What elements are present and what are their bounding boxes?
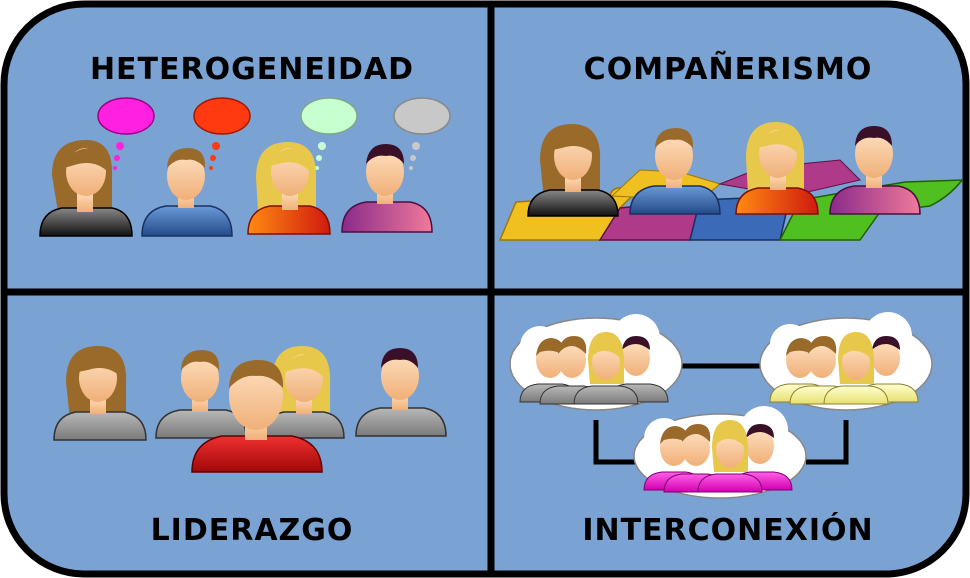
title-liderazgo: LIDERAZGO: [150, 513, 354, 548]
group-cloud-pink: [634, 406, 806, 498]
title-interconexion: INTERCONEXIÓN: [582, 513, 874, 548]
group-cloud-yellow: [760, 312, 932, 410]
title-companerismo: COMPAÑERISMO: [583, 52, 873, 87]
title-heterogeneidad: HETEROGENEIDAD: [89, 52, 415, 87]
group-cloud-gray: [510, 314, 682, 410]
